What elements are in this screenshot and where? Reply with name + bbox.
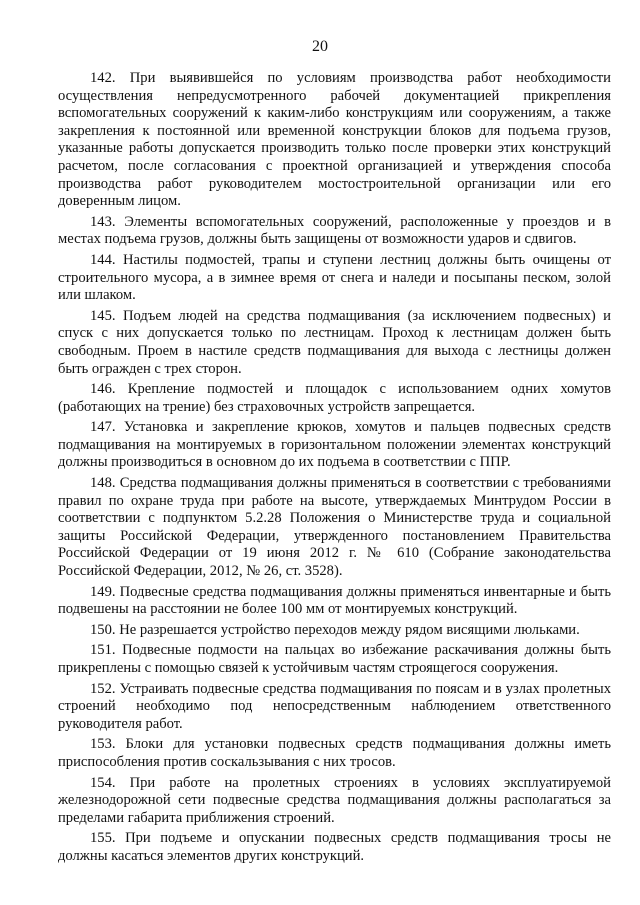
paragraph-150: 150. Не разрешается устройство переходов между рядом висящими люльками. xyxy=(90,621,580,638)
document-body xyxy=(58,70,611,869)
paragraph-149: 149. Подвесные средства подмащивания должны применяться инвентарные и быть подвешены на расстоянии не более 100 мм от монтируемых конструкций. xyxy=(58,583,611,618)
paragraph-144: 144. Настилы подмостей, трапы и ступени лестниц должны быть очищены от строительного мусора, а в зимнее время от снега и наледи и посыпаны песком, золой или шлаком. xyxy=(58,251,611,304)
paragraph-142: 142. При выявившейся по условиям производства работ необходимости осуществления непредусмотренного рабочей документацией прикрепления вспомогательных сооружений к каким-либо конструкциям или сооружениям, а также закрепления к постоянной или временной конструкции блоков для подъема грузов, указанные работы допускается производить только после проверки этих конструкций расчетом, после согласования с проектной организацией и утверждения способа производства работ руководителем мостостроительной организации или его доверенным лицом. xyxy=(58,70,611,210)
paragraph-143: 143. Элементы вспомогательных сооружений, расположенные у проездов и в местах подъема грузов, должны быть защищены от возможности ударов и сдвигов. xyxy=(58,213,611,248)
paragraph-146: 146. Крепление подмостей и площадок с использованием одних хомутов (работающих на трение) без страховочных устройств запрещается. xyxy=(58,381,611,415)
page-number: 20 xyxy=(312,38,328,55)
paragraph-153: 153. Блоки для установки подвесных средств подмащивания должны иметь приспособления против соскальзывания с них тросов. xyxy=(58,736,611,770)
paragraph-147: 147. Установка и закрепление крюков, хомутов и пальцев подвесных средств подмащивания на монтируемых в горизонтальном положении элементах конструкций должны производиться в основном до их подъема в соответствии с ППР. xyxy=(58,419,611,471)
paragraph-152: 152. Устраивать подвесные средства подмащивания по поясам и в узлах пролетных строений необходимо под непосредственным наблюдением ответственного руководителя работ. xyxy=(58,680,611,732)
paragraph-148: 148. Средства подмащивания должны применяться в соответствии с требованиями правил по охране труда при работе на высоте, утверждаемых Минтрудом России в соответствии с подпунктом 5.2.28 Положения о Министерстве труда и социальной защиты Российской Федерации, утвержденного постановлением Правительства Российской Федерации от 19 июня 2012 г. № 610 (Собрание законодательства Российской Федерации, 2012, № 26, ст. 3528). xyxy=(58,475,611,580)
paragraph-155: 155. При подъеме и опускании подвесных средств подмащивания тросы не должны касаться элементов других конструкций. xyxy=(58,830,611,864)
paragraph-151: 151. Подвесные подмости на пальцах во избежание раскачивания должны быть прикреплены с помощью связей к устойчивым частям строящегося сооружения. xyxy=(58,642,611,676)
paragraph-145: 145. Подъем людей на средства подмащивания (за исключением подвесных) и спуск с них допускается только по лестницам. Проход к лестницам должен быть свободным. Проем в настиле средств подмащивания для выхода с лестницы должен быть огражден с трех сторон. xyxy=(58,307,611,377)
paragraph-154: 154. При работе на пролетных строениях в условиях эксплуатируемой железнодорожной сети подвесные средства подмащивания должны располагаться за пределами габарита приближения строений. xyxy=(58,774,611,826)
